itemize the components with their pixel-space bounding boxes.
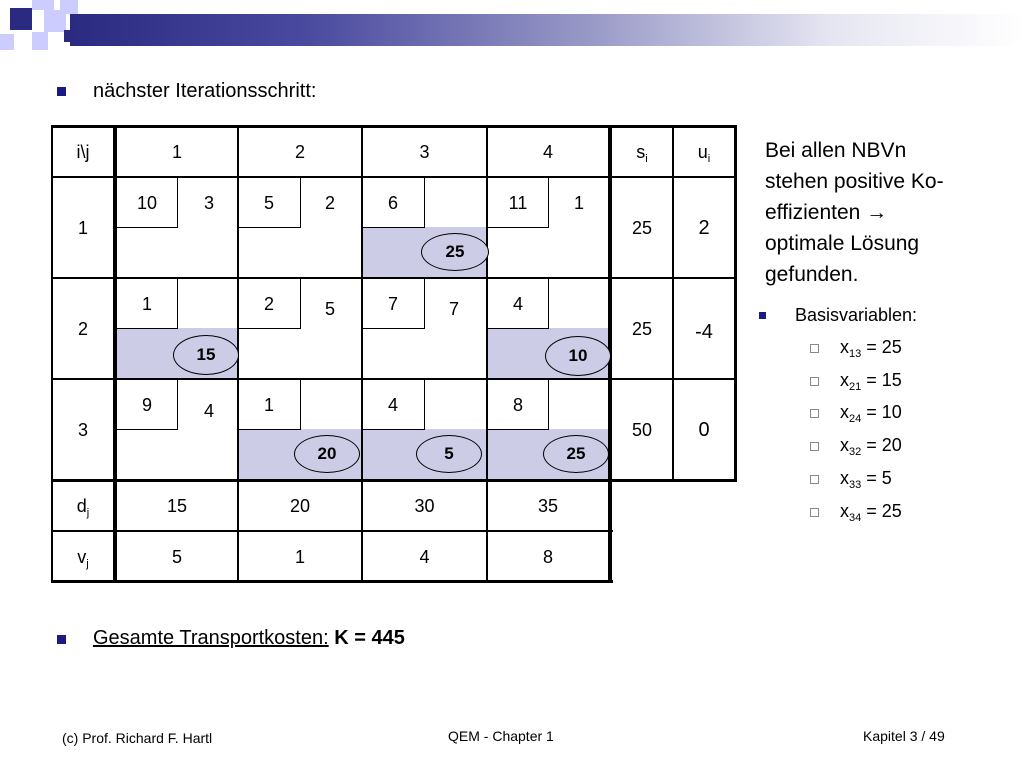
bullet-icon <box>57 87 66 96</box>
basic-value-oval: 10 <box>545 336 611 376</box>
row-label: 2 <box>77 319 88 339</box>
cost-value: 11 <box>508 193 528 213</box>
hollow-bullet-icon <box>810 409 819 418</box>
header-square-decoration <box>0 34 14 50</box>
footer-author: (c) Prof. Richard F. Hartl <box>62 730 213 746</box>
basis-item: $x_{32} = 20$ <box>840 435 902 458</box>
header-square-decoration <box>32 32 48 50</box>
basis-title: Basisvariablen: <box>795 305 918 325</box>
basis-item: $x_{34} = 25$ <box>840 501 902 524</box>
v-value: 5 <box>171 547 182 567</box>
cost-value: 9 <box>141 395 152 415</box>
note-line: effizienten → <box>765 201 888 224</box>
column-header: 3 <box>419 142 430 162</box>
supply-value: 25 <box>631 319 653 339</box>
basic-value-oval: 25 <box>421 233 489 271</box>
bullet-icon <box>759 312 766 319</box>
basis-item: $x_{33} = 5$ <box>840 468 892 491</box>
v-value: 1 <box>294 547 305 567</box>
note-line: Bei allen NBVn <box>765 139 907 162</box>
header-square-decoration <box>64 30 76 42</box>
footer-chapter: QEM - Chapter 1 <box>448 728 554 744</box>
demand-value: 30 <box>414 496 435 516</box>
u-value: -4 <box>695 321 713 343</box>
basic-value-oval: 20 <box>294 435 360 473</box>
cost-value: 1 <box>141 294 152 314</box>
v-value: 4 <box>419 547 430 567</box>
basic-value-oval: 25 <box>543 435 609 473</box>
bullet-icon <box>57 635 66 644</box>
hollow-bullet-icon <box>810 475 819 484</box>
note-line: stehen positive Ko- <box>765 170 944 193</box>
basis-item: $x_{13} = 25$ <box>840 337 902 360</box>
d-header: $d_j$ <box>76 496 90 519</box>
reduced-cost: 3 <box>203 193 214 213</box>
row-label: 3 <box>77 420 88 440</box>
hollow-bullet-icon <box>810 442 819 451</box>
total-cost-label: Gesamte Transportkosten: <box>93 627 329 649</box>
u-header: $u_i$ <box>697 142 711 165</box>
total-cost-value: K = 445 <box>334 627 405 649</box>
column-header: 1 <box>171 142 182 162</box>
demand-value: 15 <box>166 496 188 516</box>
header-square-decoration <box>32 0 54 10</box>
cost-value: 2 <box>263 294 274 314</box>
basis-item: $x_{24} = 10$ <box>840 402 902 425</box>
row-label: 1 <box>77 218 88 238</box>
basic-value-oval: 5 <box>416 435 482 473</box>
header-gradient-bar <box>70 14 1024 46</box>
hollow-bullet-icon <box>810 377 819 386</box>
reduced-cost: 7 <box>448 299 459 319</box>
note-line: gefunden. <box>765 263 859 286</box>
optimality-note <box>765 135 944 290</box>
basis-item: $x_{21} = 15$ <box>840 370 902 393</box>
reduced-cost: 1 <box>573 193 584 213</box>
cost-value: 6 <box>387 193 398 213</box>
reduced-cost: 2 <box>324 193 335 213</box>
table-corner-header: i\j <box>76 142 90 162</box>
note-line: optimale Lösung <box>765 232 920 255</box>
cost-value: 4 <box>387 395 398 415</box>
header-square-decoration <box>10 8 32 30</box>
hollow-bullet-icon <box>810 344 819 353</box>
column-header: 2 <box>294 142 305 162</box>
cost-value: 10 <box>136 193 158 213</box>
hollow-bullet-icon <box>810 508 819 517</box>
supply-value: 25 <box>631 218 653 238</box>
footer-page: Kapitel 3 / 49 <box>863 728 945 744</box>
demand-value: 35 <box>537 496 559 516</box>
supply-value: 50 <box>631 420 653 440</box>
cost-value: 1 <box>263 395 274 415</box>
cost-value: 8 <box>512 395 523 415</box>
header-square-decoration <box>60 0 78 14</box>
total-cost-line <box>93 627 405 650</box>
cost-value: 5 <box>263 193 274 213</box>
column-header: 4 <box>542 142 553 162</box>
v-value: 8 <box>542 547 553 567</box>
basic-value-oval: 15 <box>173 335 239 375</box>
cost-value: 7 <box>387 294 398 314</box>
iteration-heading: nächster Iterationsschritt: <box>93 80 317 102</box>
supply-header: $s_i$ <box>636 142 648 165</box>
u-value: 2 <box>698 217 710 239</box>
reduced-cost: 4 <box>203 401 214 421</box>
u-value: 0 <box>698 419 710 441</box>
cost-value: 4 <box>512 294 523 314</box>
demand-value: 20 <box>289 496 311 516</box>
v-header: $v_j$ <box>77 547 89 570</box>
reduced-cost: 5 <box>324 299 335 319</box>
